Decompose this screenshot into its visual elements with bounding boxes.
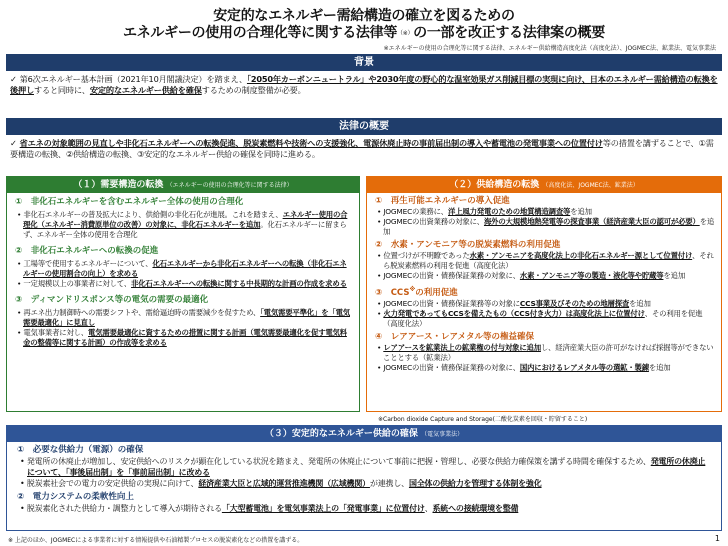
supply-section-4: ④ レアアース・レアメタル等の権益確保 <box>375 331 535 342</box>
check-icon: ✓ <box>10 74 17 84</box>
list-item: • JOGMECの出資・債務保証業務の対象に、国内におけるレアメタル等の選鉱・製錬を追加 <box>377 362 671 372</box>
list-item: • 電気事業者に対し、電気需要最適化に資するための措置に関する計画（電気需要最適化を促す電気料金の整備等に関する計画）の作成等を求める <box>17 328 347 347</box>
stable-section-1: ① 必要な供給力（電源）の確保 <box>17 445 144 455</box>
stable-supply-heading: （３）安定的なエネルギー供給の確保 （電気事業法） <box>7 426 721 442</box>
list-item: • レアアースを鉱業法上の鉱業権の付与対象に追加し、経済産業大臣の許可がなければ採掘等ができないこととする（鉱業法） <box>377 342 714 362</box>
list-item: • 位置づけが不明瞭であった水素・アンモニアを高度化法上の非化石エネルギー源として位置付け、それら脱炭素燃料の利用を促進（高度化法） <box>377 251 714 270</box>
summary-text: ✓ 省エネの対象範囲の見直しや非化石エネルギーへの転換促進、脱炭素燃料や技術への支援強化、電源休廃止時の事前届出制の導入や蓄電池の発電事業への位置付け等の措置を講ずることで、①需要構造の転換、②供給構造の転換、③安定的なエネルギー供給の確保を同時に進める。 <box>10 138 714 159</box>
supply-section-1: ① 再生可能エネルギーの導入促進 <box>375 196 510 206</box>
document-title <box>0 8 728 42</box>
demand-heading: （１）需要構造の転換 （エネルギーの使用の合理化等に関する法律） <box>7 177 359 193</box>
list-item: • 脱炭素社会での電力の安定供給の実現に向けて、経済産業大臣と広域的運営推進機関（広域機関）が連携し、国全体の供給力を管理する体制を強化 <box>20 479 542 488</box>
list-item: • 火力発電であってもCCSを備えたもの（CCS付き火力）は高度化法上に位置付け、その利用を促進（高度化法） <box>377 308 703 328</box>
check-icon: ✓ <box>10 138 17 148</box>
footnote: ※ 上記のほか、JOGMECによる事業者に対する情報提供や石油精製プロセスの脱炭素化などの措置を講ずる。 <box>8 537 304 544</box>
list-item: • JOGMECの出資・債務保証業務等の対象にCCS事業及びそのための地層探査を追加 <box>377 298 651 308</box>
supply-heading: （２）供給構造の転換 （高度化法、JOGMEC法、鉱業法） <box>367 177 721 193</box>
supply-panel <box>366 176 722 412</box>
stable-section-2: ② 電力システムの柔軟性向上 <box>17 492 134 502</box>
summary-heading: 法律の概要 <box>6 118 722 135</box>
list-item: • JOGMECの出資・債務保証業務の対象に、水素・アンモニア等の製造・液化等や貯蔵等を追加 <box>377 271 686 280</box>
background-text: ✓ 第6次エネルギー基本計画（2021年10月閣議決定）を踏まえ、「2050年カーボンニュートラル」や2030年度の野心的な温室効果ガス削減目標の実現に向け、日本のエネルギー需給構造の転換を後押しすると同時に、安定的なエネルギー供給を確保するための制度整備が必要。 <box>10 74 718 95</box>
demand-section-3: ③ ディマンドリスポンス等の電気の需要の最適化 <box>15 295 209 305</box>
list-item: • 一定規模以上の事業者に対して、非化石エネルギーへの転換に関する中長期的な計画の作成を求める <box>17 279 347 288</box>
demand-panel <box>6 176 360 412</box>
supply-section-2: ② 水素・アンモニア等の脱炭素燃料の利用促進 <box>375 240 561 250</box>
ccs-footnote: ※Carbon dioxide Capture and Storage(二酸化炭素を回収・貯留すること) <box>378 416 588 423</box>
title-line-2: エネルギーの使用の合理化等に関する法律等（※）の一部を改正する法律案の概要 <box>123 25 605 41</box>
list-item: • 再エネ出力制御時への需要シフトや、需給逼迫時の需要減少を促すため、「電気需要平準化」を「電気需要最適化」に見直し <box>17 308 350 327</box>
page-number: 1 <box>714 534 720 543</box>
list-item: • 発電所の休廃止が増加し、安定供給へのリスクが顕在化している状況を踏まえ、発電所の休廃止について事前に把握・管理し、必要な供給力確保策を講ずる時間を確保するため、発電所の休廃止について、「事後届出制」を「事前届出制」に改める <box>20 457 706 477</box>
demand-section-2: ② 非化石エネルギーへの転換の促進 <box>15 246 159 256</box>
list-item: • 脱炭素化された供給力・調整力として導入が期待される「大型蓄電池」を電気事業法上の「発電事業」に位置付け、系統への接続環境を整備 <box>20 504 519 513</box>
list-item: • 工場等で使用するエネルギーについて、化石エネルギーから非化石エネルギーへの転換（非化石エネルギーの使用割合の向上）を求める <box>17 259 347 278</box>
supply-section-3: ③ CCS※の利用促進 <box>375 286 458 298</box>
title-line-1: 安定的なエネルギー需給構造の確立を図るための <box>213 8 515 24</box>
stable-supply-panel <box>6 425 722 531</box>
list-item: • JOGMECの出資業務の対象に、海外の大規模地熱発電等の探査事業（経済産業大臣の認可が必要）を追加 <box>377 217 715 236</box>
list-item: • 非化石エネルギーの普及拡大により、供給側の非化石化が進展。これを踏まえ、エネルギー使用の合理化（エネルギー消費原単位の改善）の対象に、非化石エネルギーを追加。化石エネルギーに留まらず、エネルギー全体の使用を合理化 <box>17 210 348 239</box>
demand-section-1: ① 非化石エネルギーを含むエネルギー全体の使用の合理化 <box>15 197 244 207</box>
list-item: • JOGMECの業務に、洋上風力発電のための地質構造調査等を追加 <box>377 207 592 216</box>
law-list-note: ※エネルギーの使用の合理化等に関する法律、エネルギー供給構造高度化法（高度化法）、JOGMEC法、鉱業法、電気事業法 <box>383 45 716 52</box>
background-heading: 背景 <box>6 54 722 71</box>
